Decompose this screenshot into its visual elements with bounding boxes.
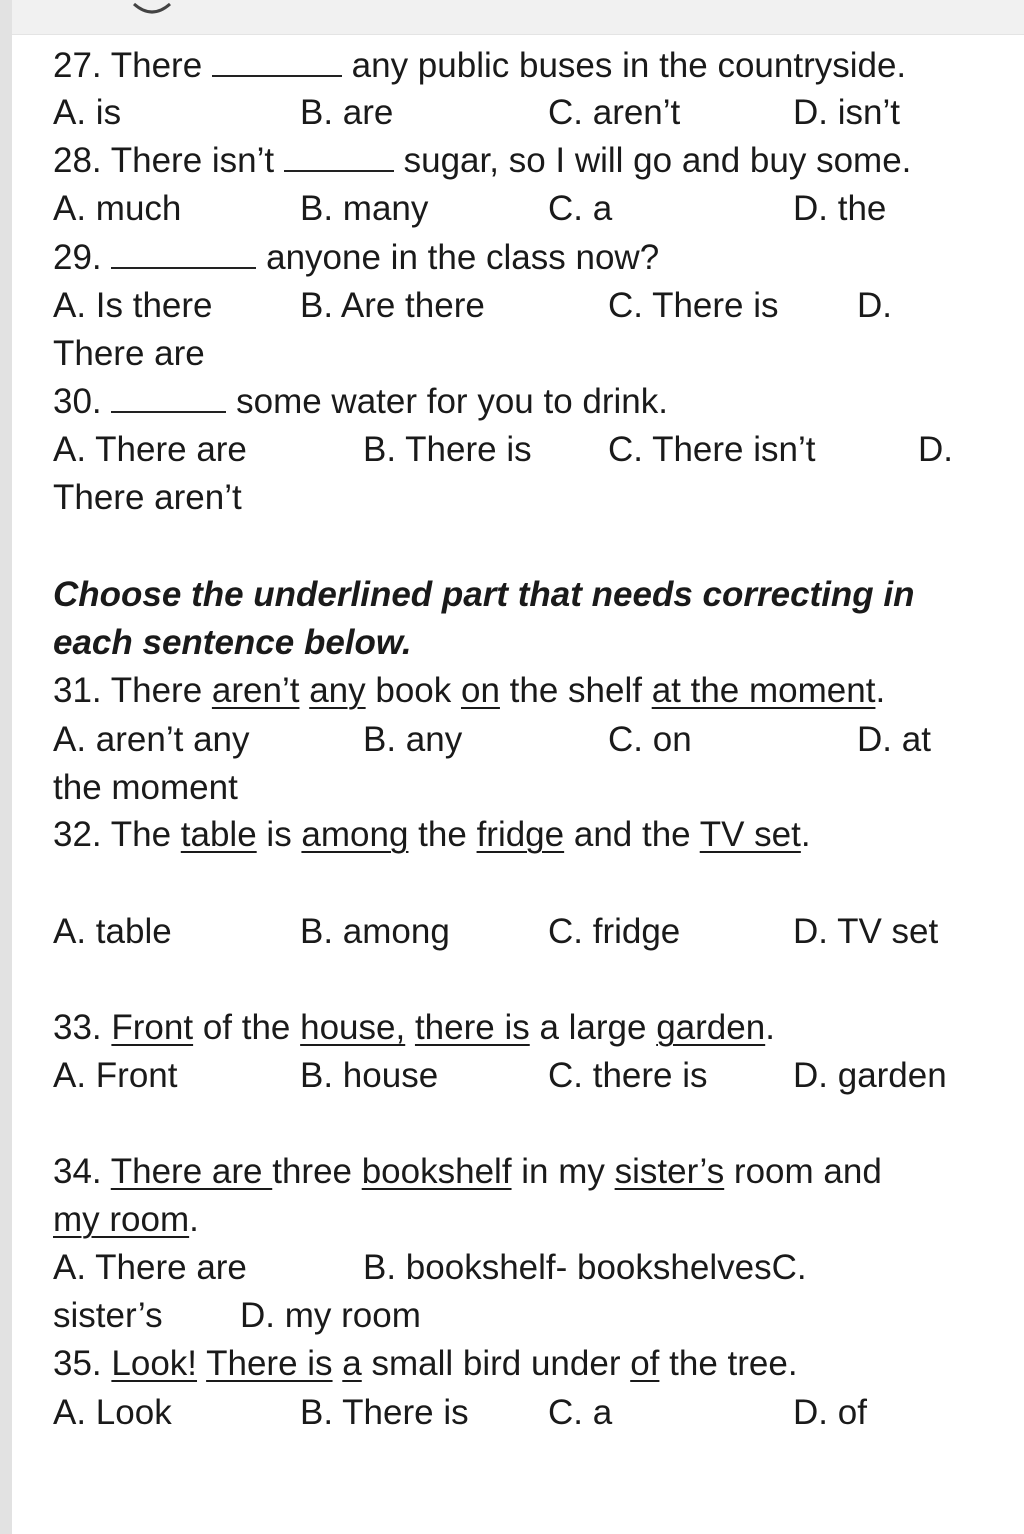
underlined-part: Look! bbox=[111, 1344, 198, 1383]
question-31: 31. There aren’t any book on the shelf at the moment. bbox=[53, 671, 886, 710]
underlined-part: TV set bbox=[699, 815, 801, 854]
option-d: D. at bbox=[857, 720, 931, 759]
cropped-glyph-icon bbox=[132, 2, 172, 16]
option-d-continued: There are bbox=[53, 334, 205, 373]
option-b: B. There is bbox=[363, 430, 532, 469]
underlined-part: any bbox=[309, 671, 366, 710]
option-a: A. is bbox=[53, 93, 122, 132]
option-a: A. There are bbox=[53, 430, 247, 469]
question-27: 27. There any public buses in the countryside. bbox=[53, 46, 907, 85]
option-a: A. much bbox=[53, 189, 182, 228]
underlined-part: There are bbox=[110, 1152, 273, 1191]
section-instruction: Choose the underlined part that needs correcting in each sentence below. bbox=[53, 575, 915, 662]
option-d-continued: There aren’t bbox=[53, 478, 242, 517]
underlined-part: on bbox=[461, 671, 500, 710]
option-d: D. the bbox=[793, 189, 887, 228]
option-d: D. of bbox=[793, 1393, 867, 1432]
option-b: B. There is bbox=[300, 1393, 469, 1432]
option-d-continued: the moment bbox=[53, 768, 238, 807]
underlined-part: bookshelf bbox=[361, 1152, 512, 1191]
question-34-continued: my room. bbox=[53, 1200, 199, 1239]
answer-blank bbox=[212, 47, 342, 77]
underlined-part: Front bbox=[111, 1008, 194, 1047]
underlined-part: house, bbox=[300, 1008, 406, 1047]
answer-blank bbox=[111, 239, 256, 269]
option-a: A. Is there bbox=[53, 286, 213, 325]
underlined-part: fridge bbox=[476, 815, 565, 854]
option-b: B. are bbox=[300, 93, 394, 132]
question-32: 32. The table is among the fridge and the TV set. bbox=[53, 815, 811, 854]
option-c: C. aren’t bbox=[548, 93, 681, 132]
option-a: A. Front bbox=[53, 1056, 178, 1095]
option-a: A. There are bbox=[53, 1248, 247, 1287]
underlined-part: aren’t bbox=[211, 671, 300, 710]
question-30: 30. some water for you to drink. bbox=[53, 382, 668, 421]
option-c: C. There is bbox=[608, 286, 779, 325]
underlined-part: among bbox=[301, 815, 409, 854]
option-d: D. garden bbox=[793, 1056, 947, 1095]
answer-blank bbox=[284, 142, 394, 172]
underlined-part: table bbox=[180, 815, 257, 854]
underlined-part: sister’s bbox=[614, 1152, 725, 1191]
question-29: 29. anyone in the class now? bbox=[53, 238, 660, 277]
question-34: 34. There are three bookshelf in my sister’s room and bbox=[53, 1152, 882, 1191]
option-c: C. on bbox=[608, 720, 692, 759]
option-b: B. house bbox=[300, 1056, 439, 1095]
underlined-part: garden bbox=[656, 1008, 766, 1047]
underlined-part: a bbox=[342, 1344, 362, 1383]
question-33: 33. Front of the house, there is a large garden. bbox=[53, 1008, 775, 1047]
option-c: sister’s bbox=[53, 1296, 163, 1335]
underlined-part: at the moment bbox=[651, 671, 876, 710]
left-edge-strip bbox=[0, 0, 12, 1534]
answer-blank bbox=[111, 383, 226, 413]
option-c: C. a bbox=[548, 1393, 613, 1432]
underlined-part: There is bbox=[206, 1344, 333, 1383]
viewer-top-bar bbox=[0, 0, 1024, 35]
option-d: D. TV set bbox=[793, 912, 939, 951]
option-b: B. Are there bbox=[300, 286, 485, 325]
option-b: B. any bbox=[363, 720, 463, 759]
option-b: B. many bbox=[300, 189, 429, 228]
option-a: A. table bbox=[53, 912, 172, 951]
option-b: B. among bbox=[300, 912, 450, 951]
option-d: D. isn’t bbox=[793, 93, 900, 132]
option-c: C. a bbox=[548, 189, 613, 228]
option-a: A. Look bbox=[53, 1393, 172, 1432]
question-35: 35. Look! There is a small bird under of the tree. bbox=[53, 1344, 798, 1383]
underlined-part: of bbox=[630, 1344, 660, 1383]
option-b: B. bookshelf- bookshelvesC. bbox=[363, 1248, 807, 1287]
option-d: D. bbox=[918, 430, 953, 469]
option-d: D. bbox=[857, 286, 892, 325]
option-c: C. there is bbox=[548, 1056, 708, 1095]
option-a: A. aren’t any bbox=[53, 720, 250, 759]
underlined-part: there is bbox=[414, 1008, 530, 1047]
underlined-part: my room bbox=[53, 1200, 190, 1239]
option-c: C. fridge bbox=[548, 912, 681, 951]
option-c: C. There isn’t bbox=[608, 430, 816, 469]
question-28: 28. There isn’t sugar, so I will go and buy some. bbox=[53, 141, 912, 180]
option-d: D. my room bbox=[240, 1296, 421, 1335]
